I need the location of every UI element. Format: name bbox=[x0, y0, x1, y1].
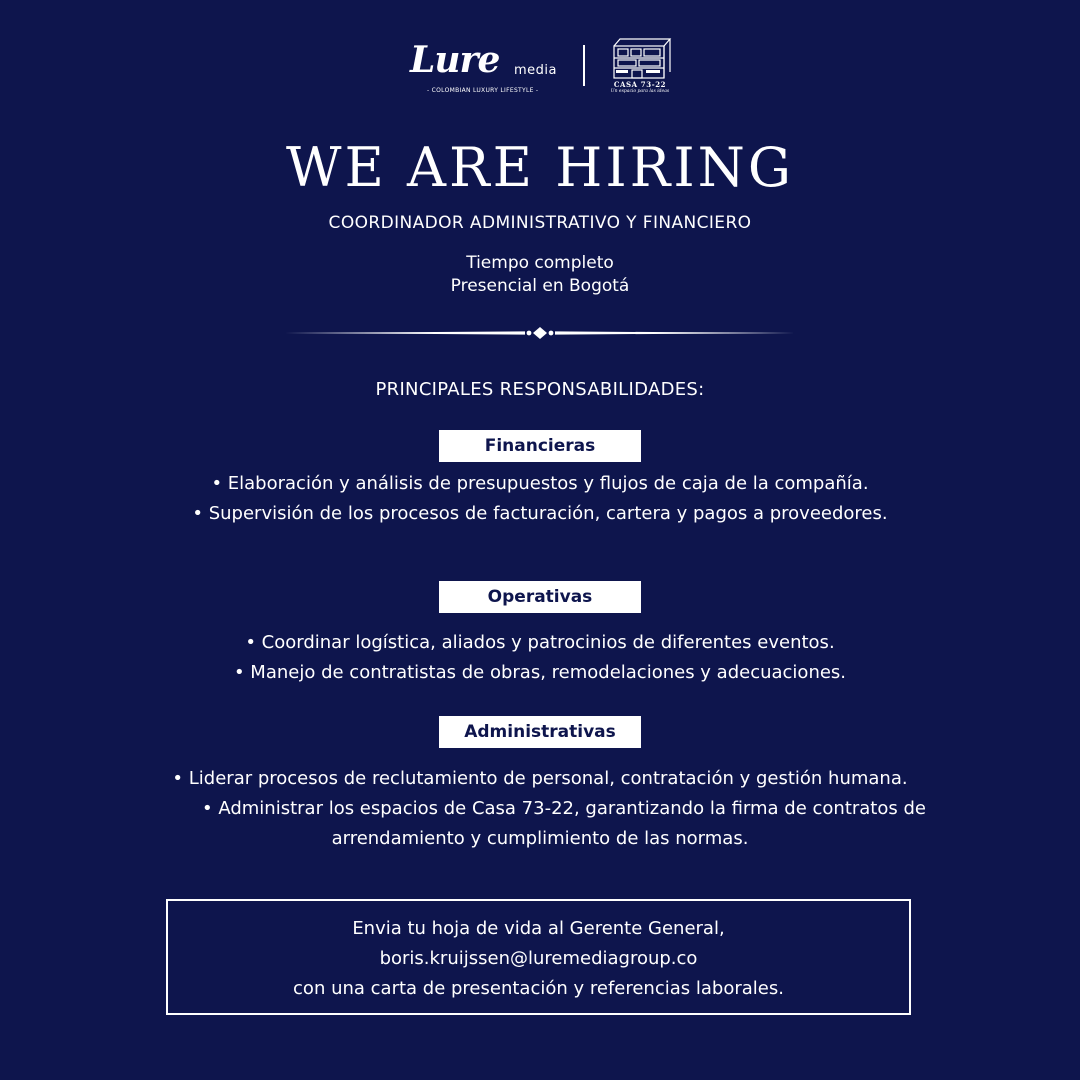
list-item: • Administrar los espacios de Casa 73-22, garantizando la firma de contratos de bbox=[202, 798, 926, 819]
media-logo-word: media bbox=[514, 63, 557, 78]
job-title: COORDINADOR ADMINISTRATIVO Y FINANCIERO bbox=[328, 213, 752, 233]
brand-header bbox=[0, 34, 1080, 100]
contact-box bbox=[166, 899, 911, 1015]
casa-73-22-logo bbox=[608, 36, 672, 98]
lure-tagline: - COLOMBIAN LUXURY LIFESTYLE - bbox=[427, 87, 539, 94]
contact-instruction: Envia tu hoja de vida al Gerente General, bbox=[352, 918, 725, 939]
lure-logo-word: Lure bbox=[410, 39, 500, 81]
job-schedule: Tiempo completo bbox=[466, 253, 614, 273]
list-item: • Liderar procesos de reclutamiento de personal, contratación y gestión humana. bbox=[172, 768, 908, 789]
operativas-list bbox=[0, 628, 1080, 688]
building-icon bbox=[608, 36, 672, 80]
lure-media-logo bbox=[410, 40, 562, 100]
casa-logo-name: CASA 73-22 bbox=[613, 80, 667, 89]
section-label-financieras: Financieras bbox=[439, 430, 641, 462]
ornamental-divider bbox=[285, 326, 795, 340]
list-item: • Manejo de contratistas de obras, remodelaciones y adecuaciones. bbox=[233, 662, 847, 683]
job-details bbox=[0, 252, 1080, 298]
list-item: arrendamiento y cumplimiento de las normas. bbox=[331, 828, 749, 849]
section-label-operativas: Operativas bbox=[439, 581, 641, 613]
page-title: WE ARE HIRING bbox=[285, 136, 795, 199]
section-label-administrativas: Administrativas bbox=[439, 716, 641, 748]
administrativas-list bbox=[0, 764, 1080, 854]
logo-divider bbox=[583, 45, 585, 86]
financieras-list bbox=[0, 469, 1080, 529]
casa-logo-tagline: Un espacio para las ideas bbox=[610, 89, 670, 94]
contact-email[interactable]: boris.kruijssen@luremediagroup.co bbox=[379, 948, 698, 969]
list-item: • Coordinar logística, aliados y patrocinios de diferentes eventos. bbox=[245, 632, 835, 653]
job-location: Presencial en Bogotá bbox=[450, 276, 630, 296]
list-item: • Supervisión de los procesos de facturación, cartera y pagos a proveedores. bbox=[192, 503, 888, 524]
contact-requirements: con una carta de presentación y referencias laborales. bbox=[293, 978, 784, 999]
responsibilities-heading: PRINCIPALES RESPONSABILIDADES: bbox=[375, 379, 705, 400]
list-item: • Elaboración y análisis de presupuestos y flujos de caja de la compañía. bbox=[211, 473, 869, 494]
